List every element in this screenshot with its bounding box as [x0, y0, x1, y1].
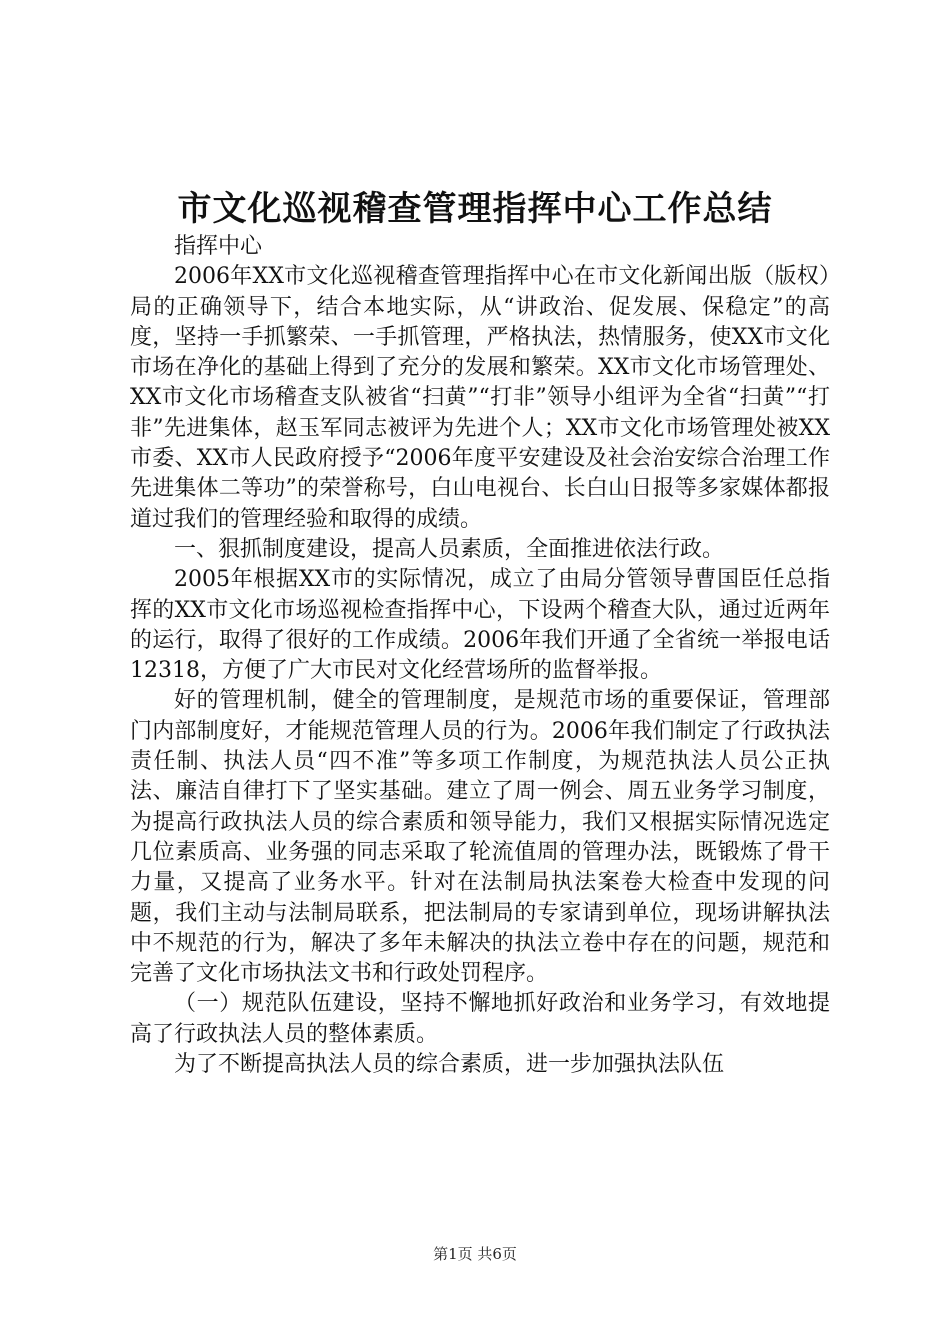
subsection-heading-1: （一）规范队伍建设，坚持不懈地抓好政治和业务学习，有效地提高了行政执法人员的整体素质。	[130, 991, 830, 1047]
paragraph-management-system: 好的管理机制，健全的管理制度，是规范市场的重要保证，管理部门内部制度好，才能规范管理人员的行为。2006年我们制定了行政执法责任制、执法人员“四不准”等多项工作制度，为规范执法人员公正执法、廉洁自律打下了坚实基础。建立了周一例会、周五业务学习制度，为提高行政执法人员的综合素质和领导能力，我们又根据实际情况选定几位素质高、业务强的同志采取了轮流值周的管理办法，既锻炼了骨干力量，又提高了业务水平。针对在法制局执法案卷大检查中发现的问题，我们主动与法制局联系，把法制局的专家请到单位，现场讲解执法中不规范的行为，解决了多年未解决的执法立卷中存在的问题，规范和完善了文化市场执法文书和行政处罚程序。	[130, 688, 830, 987]
section-heading-1: 一、狠抓制度建设，提高人员素质，全面推进依法行政。	[174, 536, 725, 562]
document-body	[130, 232, 830, 1080]
paragraph-department: 指挥中心	[174, 234, 263, 259]
paragraph-intro: 2006年XX市文化巡视稽查管理指挥中心在市文化新闻出版（版权）局的正确领导下，结合本地实际，从“讲政治、促发展、保稳定”的高度，坚持一手抓繁荣、一手抓管理，严格执法，热情服务，使XX市文化市场在净化的基础上得到了充分的发展和繁荣。XX市文化市场管理处、XX市文化市场稽查支队被省“扫黄”“打非”领导小组评为全省“扫黄”“打非”先进集体，赵玉军同志被评为先进个人；XX市文化市场管理处被XX市委、XX市人民政府授予“2006年度平安建设及社会治安综合治理工作先进集体二等功”的荣誉称号，白山电视台、长白山日报等多家媒体都报道过我们的管理经验和取得的成绩。	[130, 264, 830, 532]
paragraph-training: 为了不断提高执法人员的综合素质，进一步加强执法队伍	[174, 1052, 725, 1078]
document-title: 市文化巡视稽查管理指挥中心工作总结	[177, 189, 773, 229]
page-number-footer: 第1页 共6页	[433, 1245, 517, 1263]
paragraph-establishment: 2005年根据XX市的实际情况，成立了由局分管领导曹国臣任总指挥的XX市文化市场巡视检查指挥中心，下设两个稽查大队，通过近两年的运行，取得了很好的工作成绩。2006年我们开通了全省统一举报电话12318，方便了广大市民对文化经营场所的监督举报。	[130, 567, 830, 684]
